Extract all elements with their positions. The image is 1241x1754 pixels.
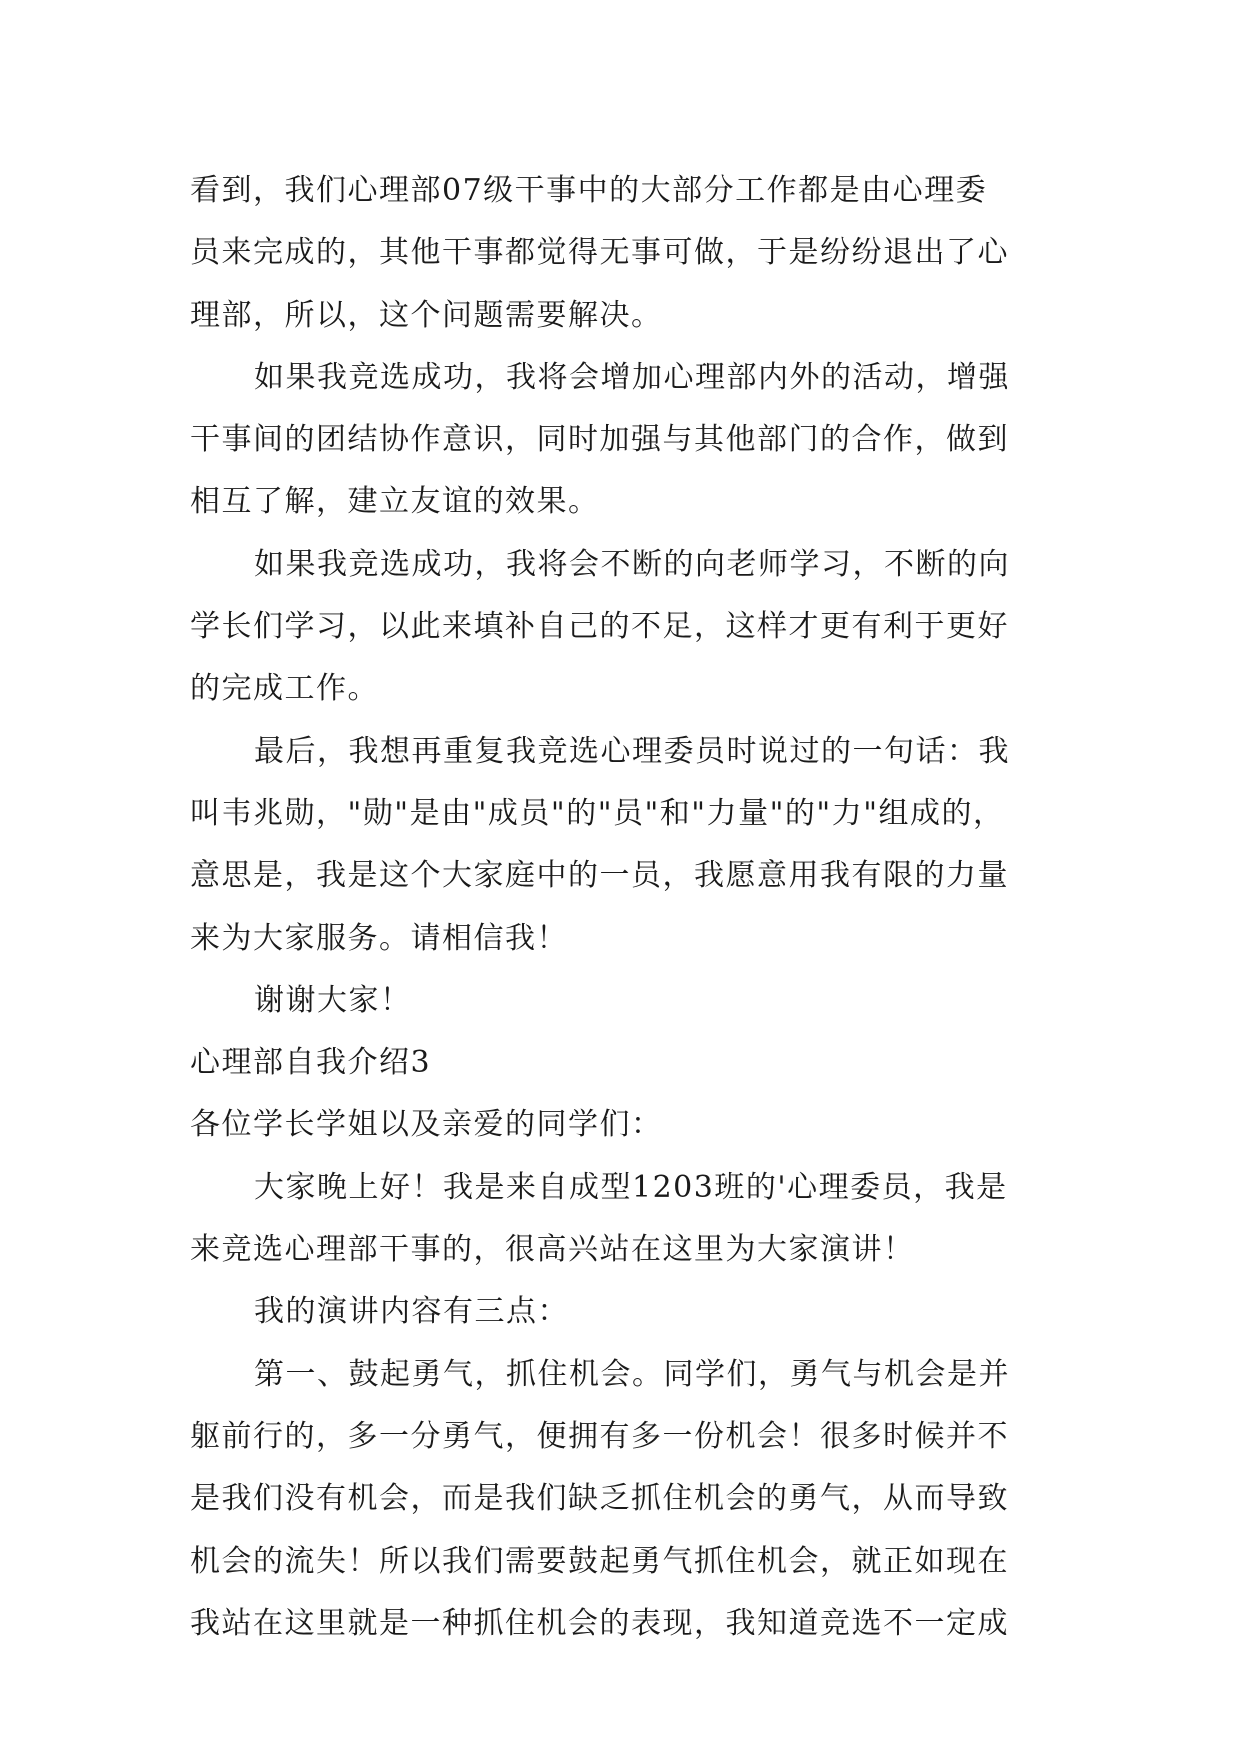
text-line: 来为大家服务。请相信我！	[190, 920, 568, 956]
text-line: 心理部自我介绍3	[190, 1045, 432, 1081]
text-line: 机会的流失！所以我们需要鼓起勇气抓住机会，就正如现在	[190, 1543, 1009, 1579]
text-line: 干事间的团结协作意识，同时加强与其他部门的合作，做到	[190, 422, 1009, 458]
text-line: 如果我竞选成功，我将会增加心理部内外的活动，增强	[254, 359, 1010, 395]
text-line: 各位学长学姐以及亲爱的同学们：	[190, 1107, 663, 1143]
text-line: 最后，我想再重复我竞选心理委员时说过的一句话：我	[254, 733, 1010, 769]
text-line: 我的演讲内容有三点：	[254, 1294, 569, 1330]
text-line: 理部，所以，这个问题需要解决。	[190, 297, 663, 333]
text-line: 是我们没有机会，而是我们缺乏抓住机会的勇气，从而导致	[190, 1481, 1009, 1517]
text-line: 躯前行的，多一分勇气，便拥有多一份机会！很多时候并不	[190, 1418, 1009, 1454]
text-line: 的完成工作。	[190, 671, 379, 707]
text-line: 第一、鼓起勇气，抓住机会。同学们，勇气与机会是并	[254, 1356, 1010, 1392]
text-line: 意思是，我是这个大家庭中的一员，我愿意用我有限的力量	[190, 858, 1009, 894]
text-line: 相互了解，建立友谊的效果。	[190, 484, 600, 520]
text-line: 叫韦兆勋，"勋"是由"成员"的"员"和"力量"的"力"组成的，	[190, 795, 1005, 831]
text-line: 看到，我们心理部07级干事中的大部分工作都是由心理委	[190, 173, 988, 208]
text-line: 我站在这里就是一种抓住机会的表现，我知道竞选不一定成	[190, 1605, 1009, 1641]
text-line: 来竞选心理部干事的，很高兴站在这里为大家演讲！	[190, 1232, 915, 1268]
text-line: 如果我竞选成功，我将会不断的向老师学习，不断的向	[254, 546, 1010, 582]
text-line: 谢谢大家！	[254, 982, 412, 1018]
text-line: 学长们学习，以此来填补自己的不足，这样才更有利于更好	[190, 609, 1009, 645]
text-line: 员来完成的，其他干事都觉得无事可做，于是纷纷退出了心	[190, 235, 1009, 271]
document-body	[190, 160, 1060, 1655]
text-line: 大家晚上好！我是来自成型1203班的'心理委员，我是	[254, 1169, 1008, 1205]
